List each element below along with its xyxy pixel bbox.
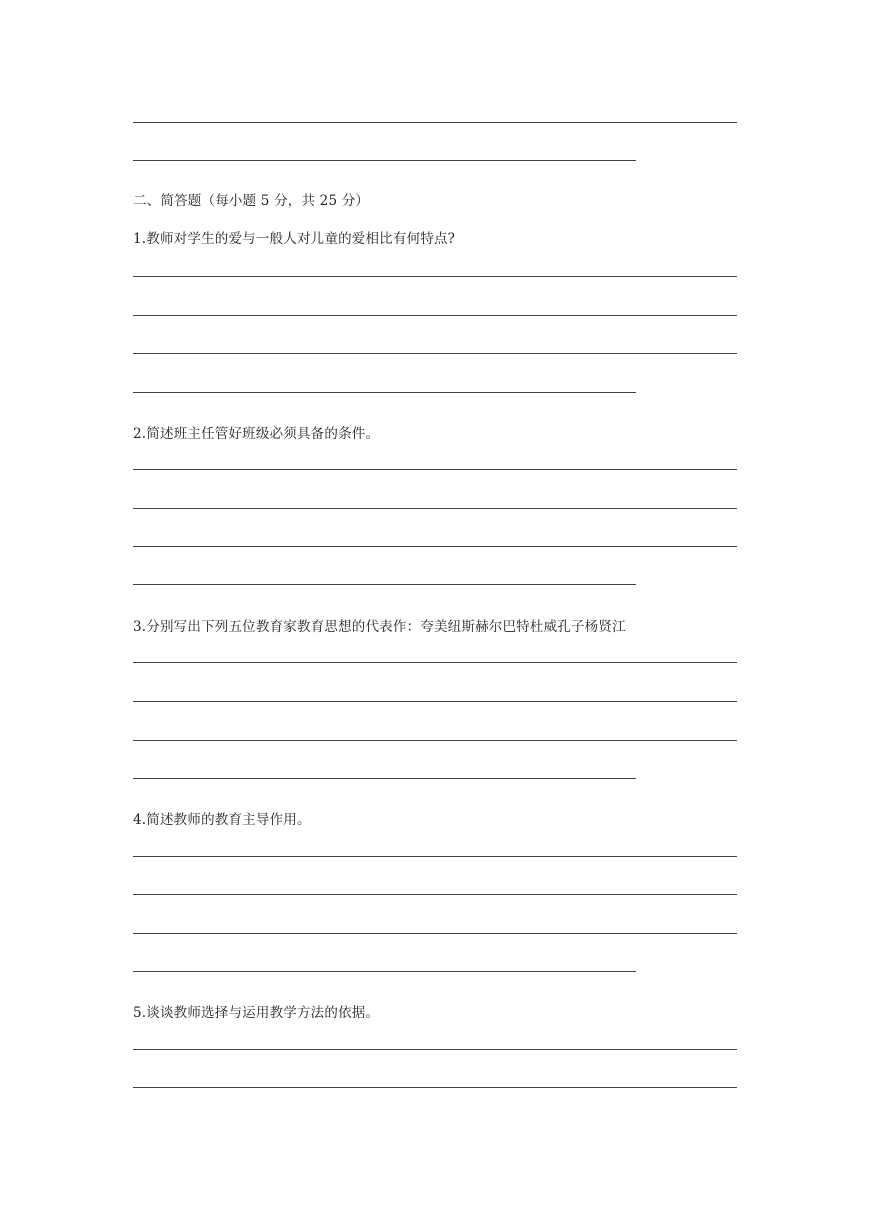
question-text: 教师对学生的爱与一般人对儿童的爱相比有何特点? [146, 231, 456, 247]
question-number: 1. [133, 231, 147, 247]
question-2 [133, 425, 379, 443]
question-text: 简述班主任管好班级必须具备的条件。 [146, 426, 380, 442]
answer-line [133, 122, 737, 123]
question-number: 3. [133, 619, 147, 635]
answer-line [133, 971, 636, 972]
answer-line [133, 1049, 737, 1050]
answer-line [133, 856, 737, 857]
question-4 [133, 811, 311, 829]
answer-line [133, 392, 636, 393]
question-text: 简述教师的教育主导作用。 [146, 812, 311, 828]
answer-line [133, 894, 737, 895]
question-text: 谈谈教师选择与运用教学方法的依据。 [146, 1005, 380, 1021]
answer-line [133, 584, 636, 585]
answer-line [133, 276, 737, 277]
answer-line [133, 1087, 737, 1088]
question-3 [133, 618, 626, 636]
answer-line [133, 933, 737, 934]
answer-line [133, 778, 636, 779]
answer-line [133, 508, 737, 509]
question-number: 5. [133, 1005, 147, 1021]
question-text: 分别写出下列五位教育家教育思想的代表作：夸美纽斯赫尔巴特杜威孔子杨贤江 [146, 619, 626, 635]
question-1 [133, 230, 455, 248]
answer-line [133, 662, 737, 663]
question-number: 2. [133, 426, 147, 442]
answer-line [133, 353, 737, 354]
answer-line [133, 160, 636, 161]
answer-line [133, 701, 737, 702]
section-heading: 二、简答题（每小题 5 分，共 25 分） [133, 193, 370, 209]
answer-line [133, 469, 737, 470]
answer-line [133, 315, 737, 316]
answer-line [133, 740, 737, 741]
question-number: 4. [133, 812, 147, 828]
question-5 [133, 1004, 379, 1022]
answer-line [133, 546, 737, 547]
